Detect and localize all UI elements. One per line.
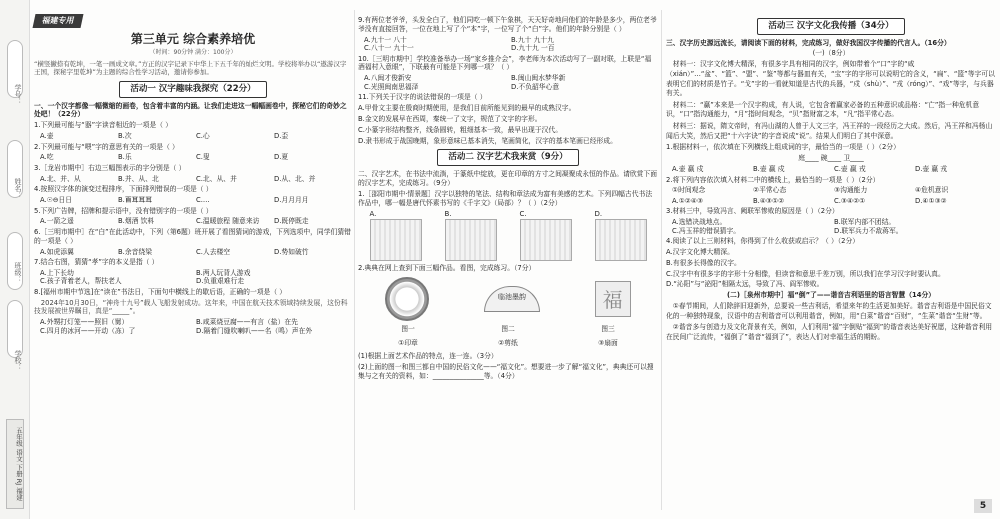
column-divider <box>661 10 662 510</box>
edition-tag: 福建专用 <box>33 14 84 28</box>
column-right <box>666 14 996 345</box>
fan-image: 临池墨韵 <box>484 286 540 312</box>
grade-badge: 五年级 语文 下册 RJ 福建 <box>6 419 24 509</box>
question-c4-option-a: A.汉字文化博大精深。 <box>666 247 734 256</box>
subsection-2: (二)［泉州市期中］福“倒”了——谐音吉利语里的语言智慧（14分） <box>726 291 936 300</box>
material-3: 材料三：据说，隋文帝时，有冯山湖的人曾于人文三字，冯王祥的一段经历之大成。然后，冯王祥和冯杨山闻后大笑，然后又把“十六字诀”的字音说成“说”。结果人们明白了其中深意。 <box>666 122 993 140</box>
question-11: 11.下列关于汉字的说法错误的一项是（ ） <box>358 93 487 102</box>
question-10-options: A.八闽才俊新安 B.闽山闽水梦华新 C.光照闽南思福泽 D.不负韶华心意 <box>364 74 566 91</box>
column-middle <box>358 14 658 382</box>
question-c4-option-d: D.“沁阳”与“泌阳”相隔太远，导致了冯、阎军惨败。 <box>666 280 824 289</box>
question-8: 8.[福州市期中节选]在“读在”书法日，下面句中横线上的歇后语，正确的一项是（ ） <box>34 287 287 296</box>
question-11-option-b: B.金文的发展早在西周，秦统一了文字，规范了文字的字形。 <box>358 114 542 123</box>
subsection-1: (一)（8分） <box>812 49 850 58</box>
question-4-options: A.☉⊖日日 B.𦣻耳耳耳 C.… D.月月月月 <box>40 196 309 205</box>
question-2: 2.下列最可能与“喂”字的意思有关的一项是（ ） <box>34 142 179 151</box>
question-11-option-a: A.甲骨文主要在殷商时期使用，是我们目前所能见到的最早的成熟汉字。 <box>358 104 576 113</box>
question-c1: 1.根据材料一，依次填在下列横线上组成词的字，最恰当的一项是（ ）（2分） <box>666 143 900 152</box>
label-student-id: 学号： <box>14 84 22 105</box>
calligraphy-option-a: A. <box>370 210 422 261</box>
question-c1-options: A.壶 赢 戍 B.壶 赢 戍 C.壶 赢 戎 D.壶 赢 戎 <box>672 165 948 174</box>
question-1-options: A.壶 B.次 C.心 D.歪 <box>40 132 289 141</box>
art-type-options: ①印章 ②剪纸 ③扇面 <box>398 339 618 348</box>
question-c4-option-c: C.汉字中有很多字的字形十分相像，但读音和意思千差万别，所以我们在学习汉字时要认真。 <box>666 269 945 278</box>
question-c4: 4.阅读了以上三则材料，你得到了什么收获或启示？（ ）（2分） <box>666 237 860 246</box>
page-number: 5 <box>974 499 992 513</box>
question-c3: 3.材料三中，导致冯言、阙联军惨败的原因是（ ）（2分） <box>666 207 839 216</box>
question-c2-options: A.①②④③ B.④③①② C.③④②① D.④①③② <box>672 196 947 205</box>
question-c3-options: A.选错决战地点。 B.联军内部不团结。 C.冯玉祥的错误猜字。 D.联军兵力不敌蒋军。 <box>672 218 903 235</box>
label-class: 班级： <box>14 262 22 283</box>
material-2: 材料二：“赢”本来是一个汉字构成，有人说，它包含着赢家必备的五种意识或品格：“亡”指一种危机意识，“口”指沟通能力，“月”指时间观念，“贝”指财富之本，“凡”指平常心态。 <box>666 100 980 119</box>
question-3-options: A.北、并、从 B.并、从、北 C.北、从、并 D.从、北、并 <box>40 174 316 183</box>
question-1: 1.下列最可能与“器”字读音相近的一项是（ ） <box>34 121 173 130</box>
question-3: 3.［龙岩市期中］右边三幅图表示的字分别是（ ） <box>34 163 186 172</box>
paper-cut-image <box>385 277 429 321</box>
column-left <box>34 14 352 337</box>
question-c2-items: ①时间观念 ②平常心态 ③沟通能力 ④危机意识 <box>672 186 949 195</box>
question-4: 4.按照汉字体的演变过程排序，下面排列错误的一项是（ ） <box>34 185 213 194</box>
calligraphy-image <box>595 219 647 261</box>
question-7: 7.结合右图，猜猜“孝”字的本义是指（ ） <box>34 258 159 267</box>
passage-paragraph-2: ②谐音多与创造力及文化背景有关，例如，人们利用“福”字倒贴“福到”的谐音表达美好祝愿，这种谐音利用在民间广泛流传，“福倒了”谐音“福到了”，表达人们对幸福生活的期盼。 <box>666 323 993 342</box>
figure-labels: 图一 图二 图三 <box>401 324 615 333</box>
activity-3-heading: 活动三 汉字文化我传播（34分） <box>666 18 996 35</box>
material-1: 材料一：汉字文化博大精深，有很多字具有相同的汉字，例如带着个“口”字的“咸（xián）”…“盆”、“篮”、“盟”、“鉴”等都与器皿有关，“宝”字的字形可以说明它的含义，“扁”、“篮”等字可以表明它们的材质是竹子。“戈”字的一看就知道是古代的兵器，“戍（shù）”、“戎（róng）”、“戏”等字，与兵器有关。 <box>666 60 995 98</box>
calligraphy-images <box>358 210 658 261</box>
calligraphy-option-b: B. <box>445 210 497 261</box>
question-c1-blanks: 庭____ 碗____ 卫____ <box>798 154 864 163</box>
fu-seal-image: 福 <box>595 281 631 317</box>
question-10: 10.［三明市期中］学校准备举办一场“家乡推介会”，李老师为本次活动写了一副对联，上联是“福酒福村入意眼”，下联最有可能是下列哪一项？（ ） <box>358 54 652 72</box>
page-title: 第三单元 综合素养培优 <box>130 32 256 46</box>
activity-1-heading: 活动一 汉字趣味我探究（22分） <box>34 81 352 98</box>
question-12: 1.［邵阳市期中·情景题］汉字以独特的笔法、结构和章法成为富有美感的艺术。下列四幅古代书法作品中，哪一幅是唐代怀素书写的《千字文》（局部）？（ ）（2分） <box>358 189 653 207</box>
intro-text: “横竖撇捺有乾坤，一笔一画成文章。”方正的汉字记录下中华上下五千年的灿烂文明。学校将举办以“遨游汉字王国，探秘字里乾坤”为主题的综合性学习活动，邀请你参加。 <box>34 59 347 77</box>
question-c4-option-b: B.有很多长得像的汉字。 <box>666 258 741 267</box>
question-13: 2.典典在网上查到下面三幅作品。看图，完成练习。（7分） <box>358 264 536 273</box>
question-8-text: 2024年10月30日，“神舟十九号”载人飞船发射成功。这年来，中国在航天技术领域持续发展，这份科技发展被世界瞩目，真是“_____”。 <box>34 298 348 316</box>
question-2-options: A.吃 B.乐 C.叟 D.夏 <box>40 153 289 162</box>
question-6: 6.［三明市期中］在“白”在此活动中，下列（第6题）班开展了看图猜词的游戏，下列选项中，同学们猜错的一项是（ ） <box>34 227 351 245</box>
calligraphy-image <box>370 219 422 261</box>
calligraphy-image <box>445 219 497 261</box>
exam-meta: （时间：90分钟 满分：100分） <box>149 49 237 56</box>
folk-art-figures <box>358 277 658 321</box>
question-5: 5.下列广告牌，招牌和提示语中，没有错别字的一项是（ ） <box>34 206 213 215</box>
section-3-intro: 三、汉字历史源远流长，请阅读下面的材料，完成练习，做好我国汉字传播的代言人。（16分） <box>666 38 951 47</box>
label-school: 学校： <box>14 350 22 371</box>
question-13-part-2: (2)上面的图一和图三都自中国的民俗文化——“福文化”。想要进一步了解“福文化”，典典还可以搜集与之有关的资料，如：_______________等。（4分） <box>358 362 654 380</box>
question-5-options: A.一箭之遥 B.烟酒 饮料 C.温暖旅程 随意来访 D.既停既走 <box>40 217 309 226</box>
label-name: 姓名： <box>14 178 22 199</box>
question-8-options: A.外甥打灯笼——照旧（舅） B.咸菜烧豆腐——有言（盐）在先 C.四月的冰河——开动（冻）了 D.隔着门缝吹喇叭——名（鸣）声在外 <box>40 318 313 335</box>
question-9-options: A.九十一 八十 B.九十 九十九 C.八十一 九十一 D.九十九 一百 <box>364 35 555 53</box>
passage-paragraph-1: ①春节期间，人们除辞旧迎新外，总要说一些吉利话，希望来年的生活更加美好。谐音吉利语是中国民俗文化的一种独特现象，汉语中的吉利谐音可以利用谐音，例如，用“白菜”谐音“百财”，“生菜”谐音“生财”等。 <box>666 302 992 320</box>
question-11-option-c: C.小篆字形结构整齐，线条圆转，粗细基本一致，最早出现于汉代。 <box>358 125 563 134</box>
calligraphy-option-c: C. <box>520 210 572 261</box>
question-11-option-d: D.隶书形成于战国晚期，象形意味已基本消失，笔画简化，汉字的基本笔画已经形成。 <box>358 136 617 145</box>
calligraphy-option-d: D. <box>595 210 647 261</box>
column-divider <box>354 10 355 510</box>
question-9: 9.有两位老爷爷，头发全白了，他们同吃一顿下午象棋，天天好奇地问他们的年龄是多少，两位老爷爷没有直接回答，一位在地上写了个“本”字，一位写了个“白”字。他们的年龄分别是（ ） <box>358 16 657 33</box>
section-1-intro: 一、一个汉字都像一幅微缩的画卷，包含着丰富的内涵。让我们走进这一幅幅画卷中，探秘它们的奇妙之处吧！（22分） <box>34 101 347 119</box>
question-c2: 2.将下列内容依次填入材料二中的横线上，最恰当的一项是（ ）（2分） <box>666 175 880 184</box>
question-6-options: A.如虎添翼 B.余音绕梁 C.人去楼空 D.势如破竹 <box>40 247 309 256</box>
binding-margin <box>0 0 30 519</box>
calligraphy-image <box>520 219 572 261</box>
activity-2-heading: 活动二 汉字艺术我来赏（9分） <box>358 149 658 166</box>
section-2-intro: 二、汉字艺术，在书法中流淌，于篆纸中绽放，更在印章的方寸之间凝聚成永恒的作品。请欣赏下面的汉字艺术，完成练习。（9分） <box>358 170 658 187</box>
question-13-part-1: (1)根据上面艺术作品的特点，连一连。（3分） <box>358 351 498 360</box>
question-7-options: A.上下长幼 B.两人玩背人游戏 C.孩子背着老人，帮扶老人 D.负重艰难行走 <box>40 268 251 286</box>
